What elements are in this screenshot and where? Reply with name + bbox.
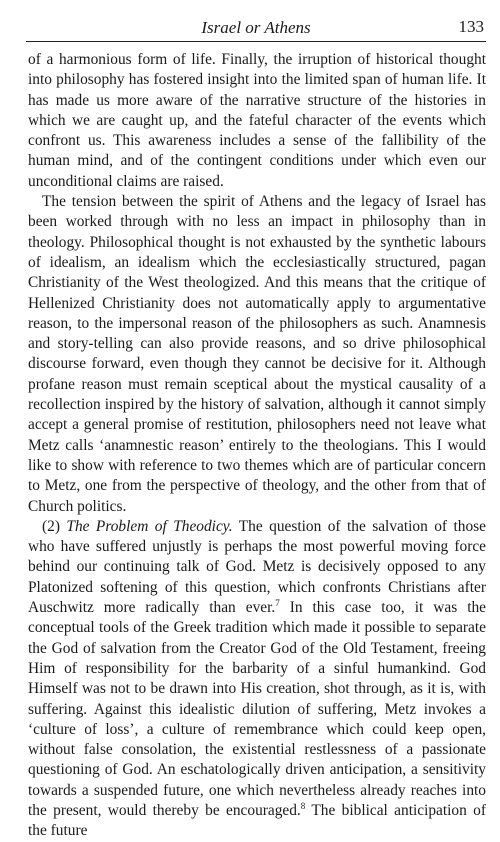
paragraph-1: of a harmonious form of life. Finally, the irruption of historical thought into philosophy has fostered insight into the limited span of human life. It has made us more aware of the narrative structure of the histories in which we are caught up, and the fateful character of the events which confront us. This awareness includes a sense of the fallibility of the human mind, and of the contingent conditions under which even our unconditional claims are raised. [28, 51, 486, 190]
section-heading: The Problem of Theodicy. [66, 517, 233, 535]
body-text [28, 50, 486, 842]
paragraph-3-text-c: The biblical anticipation of the future [28, 801, 486, 840]
header-rule [26, 41, 486, 42]
footnote-ref-8: 8 [300, 800, 306, 811]
running-title: Israel or Athens [201, 18, 311, 37]
footnote-ref-7: 7 [275, 597, 280, 608]
paragraph-2: The tension between the spirit of Athens and the legacy of Israel has been worked through with no less an impact in philosophy than in theology. Philosophical thought is not exhausted by the synthetic labours of idealism, an idealism which the ecclesiastically structured, pagan Christianity of the West theologized. And this means that the critique of Hellenized Christianity does not automatically apply to argumentative reason, to the impersonal reason of the philosophers as such. Anamnesis and story-telling can also provide reasons, and so drive philosophical discourse forward, even though they cannot be decisive for it. Although profane reason must remain sceptical about the mystical causality of a recollection inspired by the history of salvation, although it cannot simply accept a general promise of restitution, philosophers need not leave what Metz calls ‘anamnestic reason’ entirely to the theologians. This I would like to show with reference to two themes which are of particular concern to Metz, one from the perspective of theology, and the other from that of Church politics. [28, 193, 486, 515]
running-head [26, 14, 486, 40]
section-number: (2) [42, 517, 60, 535]
paragraph-3-text-a: The question of the salvation of those who have suffered unjustly is perhaps the most powerful moving force behind our continuing talk of God. Metz is decisively opposed to any Platonized softening of this question, which confronts Christians after Auschwitz more radically than ever. [28, 517, 486, 617]
paragraph-3 [28, 517, 486, 842]
page-number: 133 [458, 17, 484, 36]
paragraph-3-text-b: In this case too, it was the conceptual tools of the Greek tradition which made it possible to separate the God of salvation from the Creator God of the Old Testament, freeing Him of responsibility for the barbarity of a sinful humankind. God Himself was not to be drawn into His creation, shot through, as it is, with suffering. Against this idealistic dilution of suffering, Metz invokes a ‘culture of loss’, a culture of remembrance which could keep open, without false consolation, the existential restlessness of a passionate questioning of God. An eschatologically driven anticipation, a sensitivity towards a suspended future, one which nevertheless already reaches into the present, would thereby be encouraged. [28, 599, 486, 819]
